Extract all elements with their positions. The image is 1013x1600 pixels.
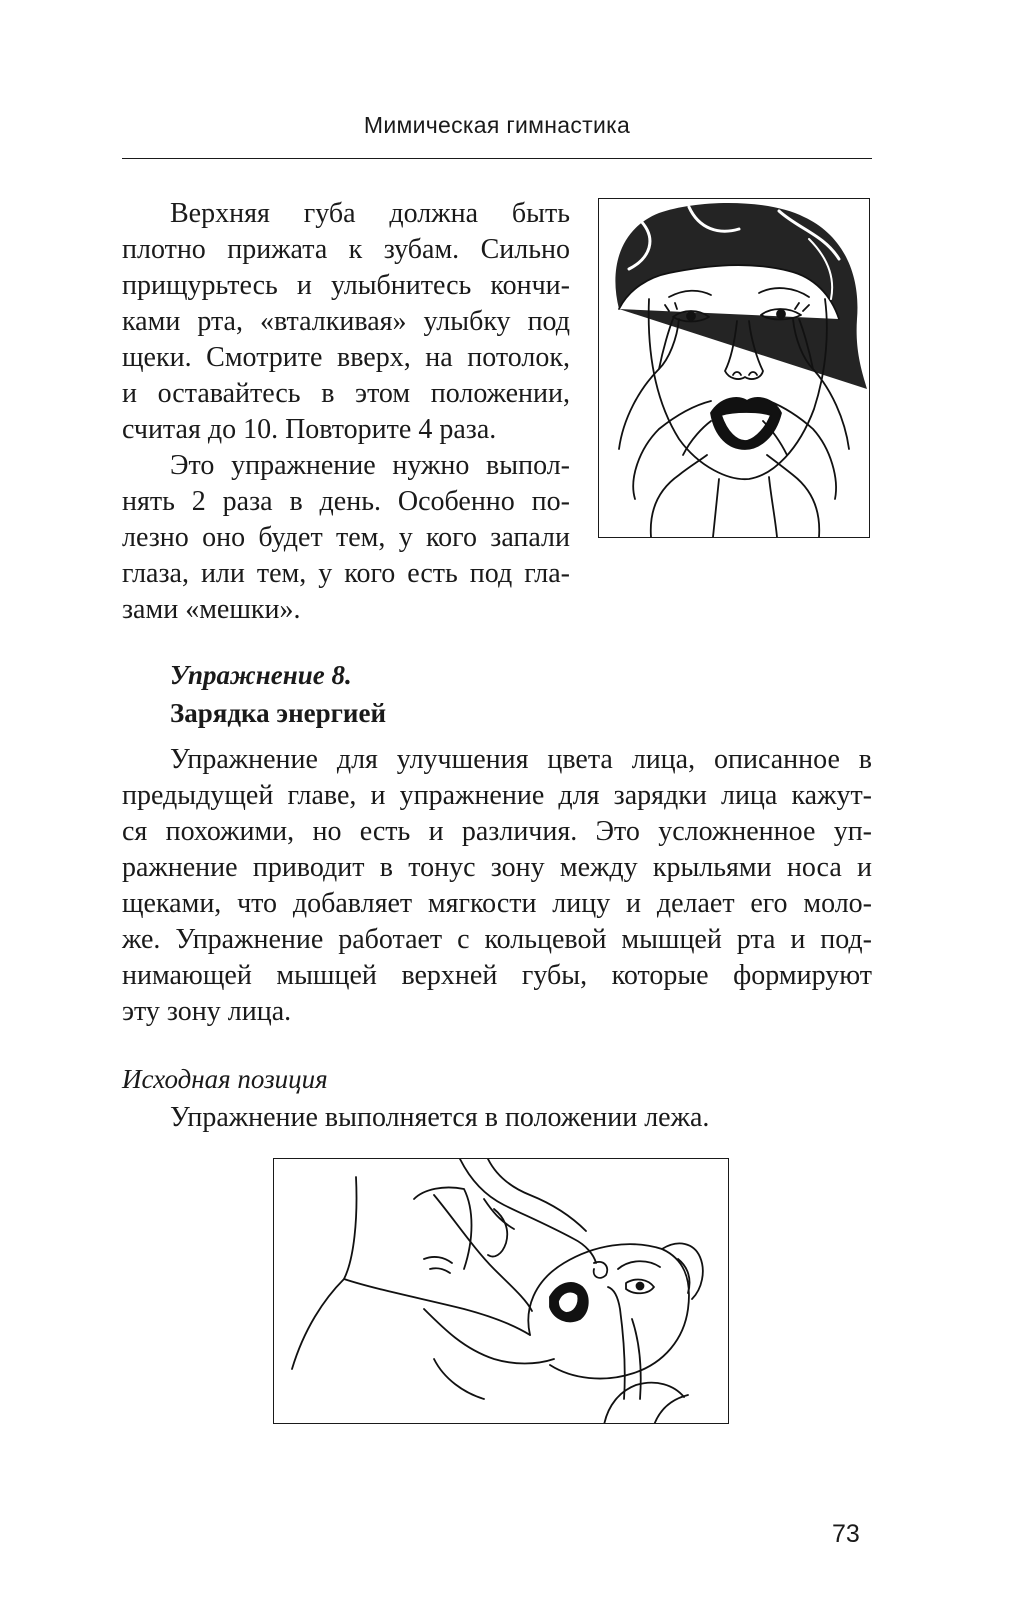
starting-position-text: Упражнение выполняется в положении лежа. [170, 1102, 710, 1133]
text-line: считая до 10. Повторите 4 раза. [122, 414, 497, 445]
description-paragraph [122, 742, 872, 1030]
page-number: 73 [832, 1520, 860, 1548]
text-line: же. Упражнение работает с кольцевой мышцей рта и под- [122, 924, 872, 955]
text-line: ками рта, «вталкивая» улыбку под [122, 306, 570, 337]
text-line: щеками, что добавляет мягкости лицу и делает его моло- [122, 888, 872, 919]
text-line: предыдущей главе, и упражнение для зарядки лица кажут- [122, 780, 872, 811]
frequency-paragraph [122, 448, 570, 628]
text-line: Упражнение для улучшения цвета лица, описанное в [170, 744, 872, 775]
text-line: щеки. Смотрите вверх, на потолок, [122, 342, 570, 373]
lying-position-illustration [273, 1158, 729, 1424]
text-line: плотно прижата к зубам. Сильно [122, 234, 570, 265]
intro-paragraph [122, 196, 570, 448]
exercise-number-title: Упражнение 8. [170, 660, 352, 690]
text-line: глаза, или тем, у кого есть под гла- [122, 558, 570, 589]
starting-position-heading: Исходная позиция [122, 1064, 328, 1094]
face-exercise-illustration [598, 198, 870, 538]
text-line: прищурьтесь и улыбнитесь кончи- [122, 270, 570, 301]
text-line: эту зону лица. [122, 996, 292, 1027]
running-head: Мимическая гимнастика [363, 112, 631, 138]
text-line: ся похожими, но есть и различия. Это усложненное уп- [122, 816, 872, 847]
lying-position-drawing [274, 1159, 729, 1424]
exercise-name: Зарядка энергией [170, 698, 387, 728]
text-line: зами «мешки». [122, 594, 301, 625]
header-rule [122, 158, 872, 159]
text-line: нять 2 раза в день. Особенно по- [122, 486, 570, 517]
text-line: нимающей мышцей верхней губы, которые формируют [122, 960, 872, 991]
text-line: Верхняя губа должна быть [170, 198, 570, 229]
text-line: и оставайтесь в этом положении, [122, 378, 570, 409]
text-line: лезно оно будет тем, у кого запали [122, 522, 570, 553]
text-line: ражнение приводит в тонус зону между крыльями носа и [122, 852, 872, 883]
face-exercise-drawing [599, 199, 870, 538]
text-line: Это упражнение нужно выпол- [170, 450, 570, 481]
